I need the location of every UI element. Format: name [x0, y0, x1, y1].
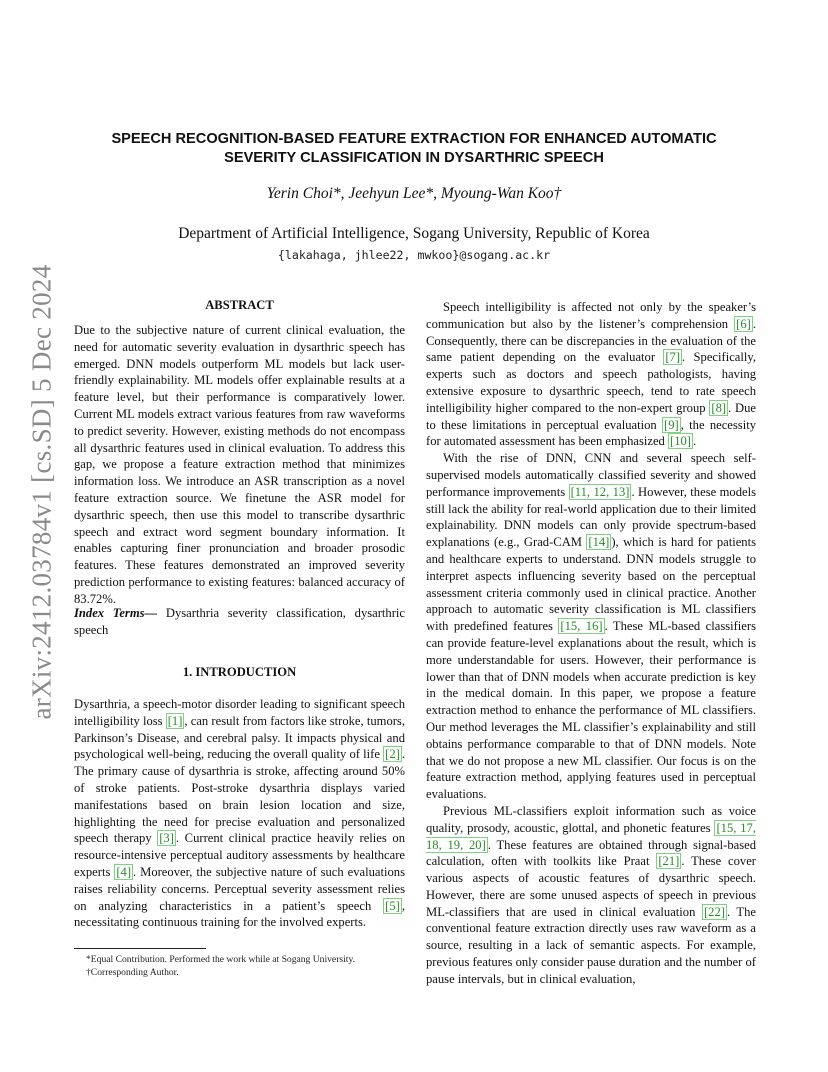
citation-link[interactable]: [9]: [664, 417, 679, 432]
text-run: . Current clinical practice heavily relies on resource-intensive perceptual auditory assessments by healthcare experts: [74, 831, 405, 879]
right-column-body: [426, 299, 756, 988]
citation-link[interactable]: [15, 16]: [560, 619, 603, 634]
citation-link[interactable]: [1]: [167, 713, 183, 728]
citation-link[interactable]: [7]: [665, 350, 681, 365]
citation-link[interactable]: [4]: [116, 864, 132, 879]
text-run: . Consequently, there can be discrepancies in the evaluation of the same patient depending on the evaluator: [426, 316, 756, 365]
citation-link[interactable]: [8]: [711, 400, 727, 415]
text-run: . Moreover, the subjective nature of such evaluations raises reliability concerns. Perceptual severity assessment relies on analyzing characteristics in a patient’s speech: [74, 864, 406, 913]
footnotes: [86, 953, 355, 979]
arxiv-identifier-stamp: [22, 264, 62, 720]
author-list: Yerin Choi*, Jeehyun Lee*, Myoung-Wan Koo†: [266, 185, 562, 202]
affiliation: Department of Artificial Intelligence, Sogang University, Republic of Korea: [178, 225, 650, 242]
text-run: . The conventional feature extraction directly uses raw waveform as a source, resulting in a lack of semantic aspects. For example, previous features only consider pause duration and the number of pause intervals, but in clinical evaluation,: [426, 904, 756, 986]
text-run: . However, these models still lack the ability for real-world application due to their limited explainability. DNN models can only provide spectrum-based explanations (e.g., Grad-CAM: [426, 484, 757, 550]
introduction-body: [74, 696, 405, 931]
title-line-2: SEVERITY CLASSIFICATION IN DYSARTHRIC SPEECH: [224, 150, 604, 166]
citation-link[interactable]: [2]: [385, 747, 400, 762]
arxiv-stamp-text: arXiv:2412.03784v1 [cs.SD] 5 Dec 2024: [26, 264, 57, 720]
footnote-divider: [74, 948, 206, 949]
text-run: . Due to these limitations in perceptual evaluation: [426, 400, 757, 432]
text-run: Previous ML-classifiers exploit information such as voice quality, prosody, acoustic, glottal, and phonetic features: [426, 803, 756, 835]
citation-link[interactable]: [6]: [736, 316, 751, 331]
citation-link[interactable]: [11, 12, 13]: [570, 484, 630, 499]
text-run: Speech intelligibility is affected not only by the speaker’s communication but also by the listener’s comprehension: [426, 300, 756, 331]
footnote-corresponding-author: †Corresponding Author.: [86, 967, 179, 978]
right-paragraph-2: [426, 450, 756, 803]
index-terms-label: Index Terms—: [74, 606, 158, 620]
text-run: . These ML-based classifiers can provide feature-level explanations about the result, which is more understandable for users. However, their performance is lower than that of DNN models when accurate prediction is key in the medical domain. In this paper, we propose a feature extraction method to enhance the performance of ML classifiers. Our method leverages the ML classifier’s explainability and still obtains performance comparable to that of DNN models. Note that we do not propose a new ML classifier. Our focus is on the feature extraction method, applying features used in perceptual evaluations.: [426, 619, 756, 802]
title-line-1: SPEECH RECOGNITION-BASED FEATURE EXTRACTION FOR ENHANCED AUTOMATIC: [111, 131, 717, 147]
citation-link[interactable]: [10]: [670, 434, 691, 449]
text-run: , necessitating continuous training for the involved experts.: [74, 898, 405, 930]
text-run: With the rise of DNN, CNN and several speech self-supervised models automatically classified severity and showed performance improvements: [426, 451, 756, 499]
abstract-body: [74, 322, 405, 608]
introduction-heading: 1. INTRODUCTION: [182, 665, 297, 679]
footnote-equal-contribution: *Equal Contribution. Performed the work while at Sogang University.: [86, 954, 356, 965]
text-run: . These cover various aspects of acoustic features of dysarthric speech. However, there are some unused aspects of speech in previous ML-classifiers that are used in clinical evaluation: [426, 854, 756, 919]
citation-link[interactable]: [22]: [703, 904, 725, 919]
citation-link[interactable]: [15, 17, 18, 19, 20]: [426, 820, 757, 852]
text-run: , can result from factors like stroke, tumors, Parkinson’s Disease, and cerebral palsy. It impacts physical and psychological well-being, reducing the overall quality of life: [74, 713, 405, 762]
text-run: .: [692, 434, 697, 449]
abstract-heading: ABSTRACT: [205, 298, 274, 312]
intro-paragraph: [74, 696, 405, 931]
paper-title: [60, 130, 768, 168]
right-paragraph-3: [426, 803, 756, 988]
text-run: Dysarthria, a speech-motor disorder leading to significant speech intelligibility loss: [74, 697, 405, 728]
citation-link[interactable]: [21]: [658, 854, 680, 869]
text-run: , the necessity for automated assessment has been emphasized: [426, 417, 756, 449]
citation-link[interactable]: [14]: [588, 535, 610, 550]
citation-link[interactable]: [3]: [159, 831, 174, 846]
abstract-text: Due to the subjective nature of current clinical evaluation, the need for automatic severity evaluation in dysarthric speech has emerged. DNN models outperform ML models but lack user-friendly explainability. ML models offer explainable results at a feature level, but their performance is comparatively lower. Current ML models extract various features from raw waveforms to predict severity. However, existing methods do not encompass all dysarthric features used in clinical evaluation. To address this gap, we propose a feature extraction method that minimizes information loss. We introduce an ASR transcription as a novel feature extraction source. We finetune the ASR model for dysarthric speech, then use this model to transcribe dysarthric speech and extract word segment boundary information. It enables capturing finer pronunciation and broader prosodic features. These features demonstrated an improved severity prediction performance to existing features: balanced accuracy of 83.72%.: [74, 323, 405, 606]
text-run: . The primary cause of dysarthria is stroke, affecting around 50% of stroke patients. Post-stroke dysarthria displays varied manifestations based on brain lesion location and size, highlighting the need for precise evaluation and personalized speech therapy: [74, 747, 405, 846]
text-run: . These features are obtained through signal-based calculation, often with toolkits like Praat: [426, 837, 756, 869]
index-terms-text: Dysarthria severity classification, dysarthric speech: [74, 606, 406, 637]
text-run: . Specifically, experts such as doctors and speech pathologists, having extensive exposure to dysarthric speech, tend to rate speech intelligibility higher compared to the non-expert group: [426, 350, 756, 415]
author-emails: {lakahaga, jhlee22, mwkoo}@sogang.ac.kr: [277, 248, 551, 262]
citation-link[interactable]: [5]: [385, 898, 400, 913]
text-run: ), which is hard for patients and healthcare experts to understand. DNN models struggle to interpret aspects influencing severity based on the perceptual assessment criteria commonly used in clinical practice. Another approach to automatic severity classification is ML classifiers with predefined features: [426, 535, 756, 634]
right-paragraph-1: [426, 299, 756, 450]
index-terms: [74, 605, 405, 639]
